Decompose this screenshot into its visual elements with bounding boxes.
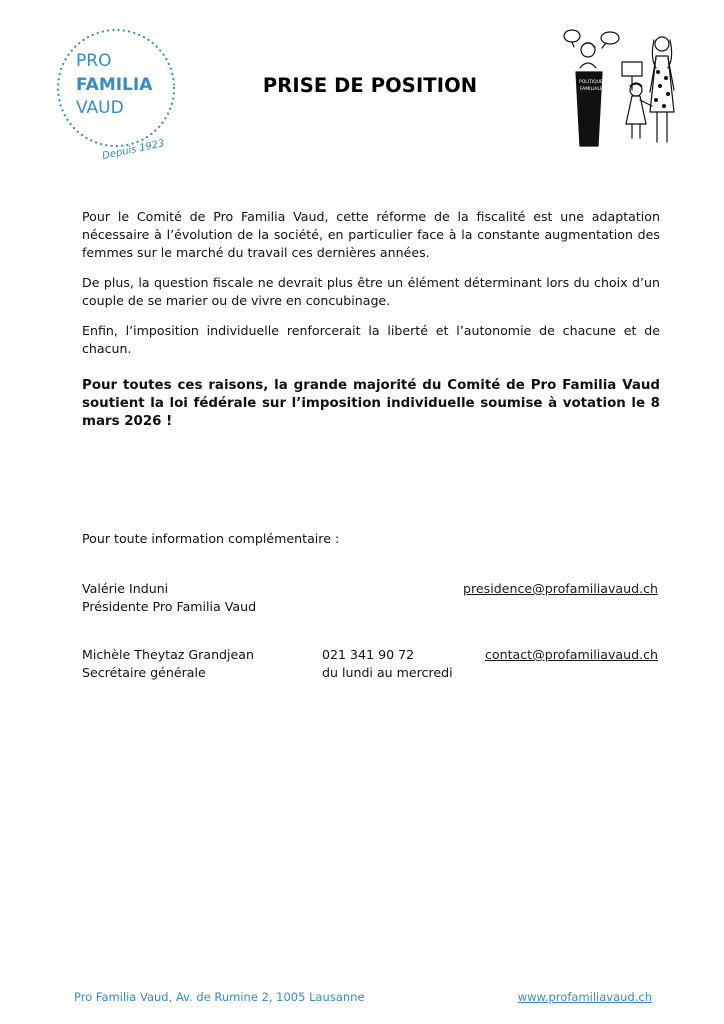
- logo-tagline: Depuis 1923: [101, 138, 166, 162]
- contact-role: Présidente Pro Familia Vaud: [82, 599, 257, 614]
- paragraph: Enfin, l’imposition individuelle renforcerait la liberté et l’autonomie de chacune et de chacun.: [82, 323, 660, 356]
- family-illustration: [562, 28, 688, 148]
- footer-website-link[interactable]: www.profamiliavaud.ch: [517, 990, 652, 1004]
- info-heading: Pour toute information complémentaire :: [82, 531, 340, 546]
- podium-label-line2: FAMILIALE: [580, 87, 603, 92]
- footer-address: Pro Familia Vaud, Av. de Rumine 2, 1005 Lausanne: [74, 990, 365, 1004]
- contact-name: Michèle Theytaz Grandjean: [82, 647, 254, 662]
- paragraph: Pour le Comité de Pro Familia Vaud, cette réforme de la fiscalité est une adaptation nécessaire à l’évolution de la société, en particulier face à la constante augmentation des femmes sur le marché du travail ces dernières années.: [82, 209, 660, 260]
- statement-body: [82, 208, 660, 443]
- contact-email-link[interactable]: presidence@profamiliavaud.ch: [463, 581, 658, 596]
- paragraph: De plus, la question fiscale ne devrait plus être un élément déterminant lors du choix d’un couple de se marier ou de vivre en concubinage.: [82, 275, 660, 308]
- podium-label-line1: POLITIQUE: [579, 80, 603, 85]
- pro-familia-vaud-logo: [52, 22, 180, 162]
- logo-line-pro: PRO: [76, 51, 112, 71]
- contact-role: Secrétaire générale: [82, 665, 206, 680]
- page-title: PRISE DE POSITION: [262, 74, 478, 97]
- contact-name: Valérie Induni: [82, 581, 169, 596]
- contact-hours: du lundi au mercredi: [322, 665, 453, 680]
- conclusion-paragraph: Pour toutes ces raisons, la grande majorité du Comité de Pro Familia Vaud soutient la loi fédérale sur l’imposition individuelle soumise à votation le 8 mars 2026 !: [82, 378, 660, 429]
- contact-phone: 021 341 90 72: [322, 647, 415, 662]
- logo-line-familia: FAMILIA: [76, 75, 153, 95]
- contact-email-link[interactable]: contact@profamiliavaud.ch: [484, 647, 658, 662]
- logo-line-vaud: VAUD: [76, 98, 124, 118]
